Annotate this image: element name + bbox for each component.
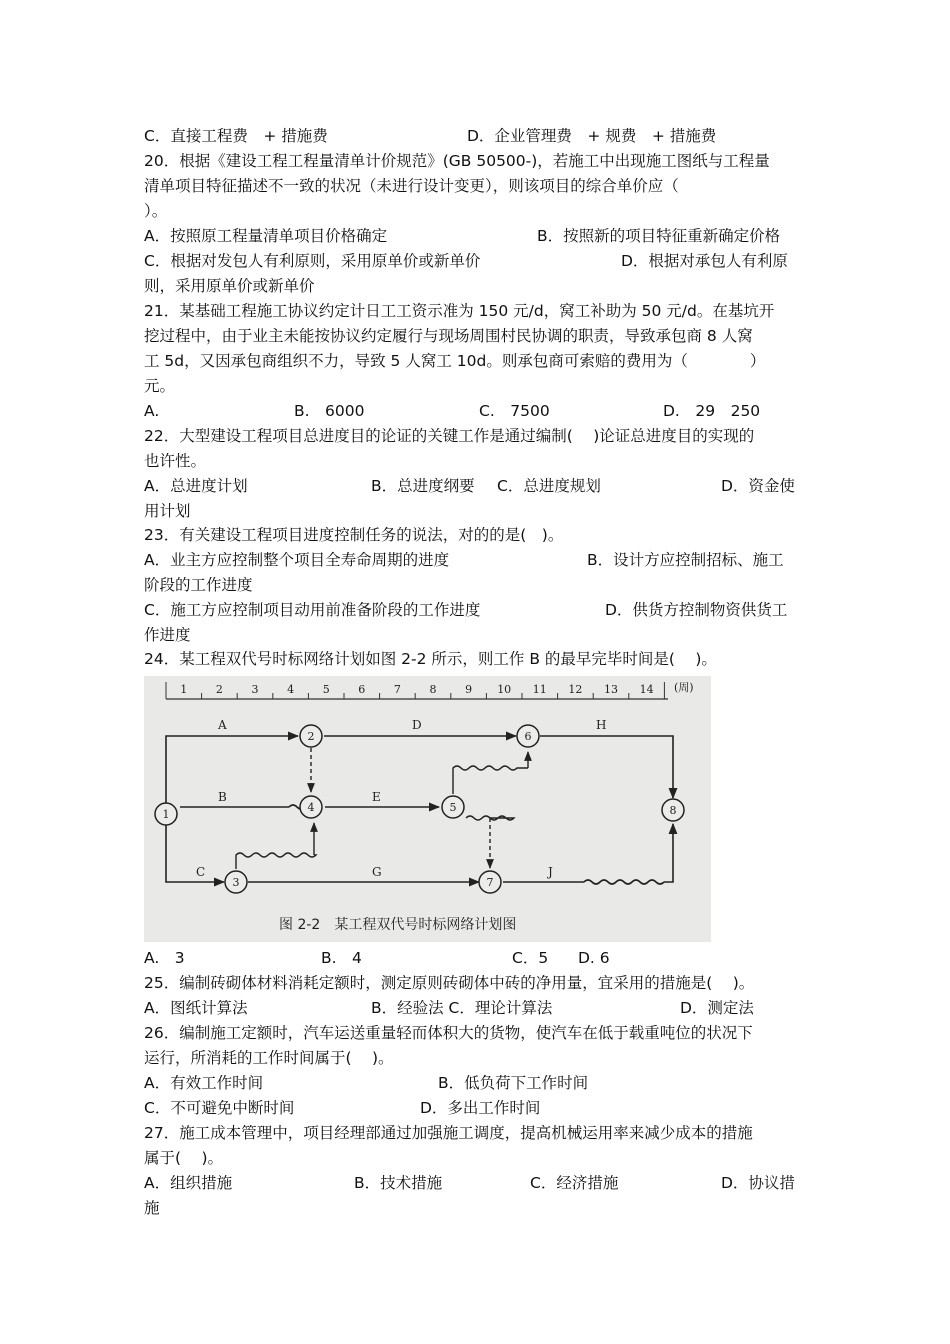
- q24-option-c: C．5: [512, 949, 549, 967]
- q26-stem-line2: 运行，所消耗的工作时间属于( )。: [144, 1049, 394, 1067]
- time-scale-label: 11: [532, 683, 547, 696]
- q22-option-b: B．总进度纲要: [371, 477, 475, 495]
- activity-label-b: B: [218, 790, 227, 804]
- q25-option-d: D．测定法: [680, 999, 754, 1017]
- network-plan-figure: [144, 676, 711, 942]
- node-label-3: 3: [232, 876, 240, 889]
- q27-stem-line1: 27．施工成本管理中，项目经理部通过加强施工调度，提高机械运用率来减少成本的措施: [144, 1124, 753, 1142]
- q22-option-d: D．资金使: [721, 477, 795, 495]
- network-plan-diagram: [144, 676, 711, 942]
- node-label-8: 8: [669, 804, 677, 817]
- q23-stem-line1: 23．有关建设工程项目进度控制任务的说法，对的的是( )。: [144, 526, 564, 544]
- q27-option-b: B．技术措施: [354, 1174, 443, 1192]
- q27-option-a: A．组织措施: [144, 1174, 233, 1192]
- activity-h: [540, 736, 673, 798]
- q20-option-b: B．按照新的项目特征重新确定价格: [537, 227, 781, 245]
- q24-option-a: A. 3: [144, 949, 185, 967]
- time-scale-label: 14: [639, 683, 654, 696]
- q27-option-d: D．协议措: [721, 1174, 795, 1192]
- figure-caption: 图 2-2 某工程双代号时标网络计划图: [279, 917, 517, 933]
- node-label-5: 5: [449, 801, 457, 814]
- q27-option-d-cont: 施: [144, 1199, 160, 1217]
- q19-option-c: C．直接工程费 + 措施费: [144, 127, 328, 145]
- q21-option-b: B. 6000: [294, 402, 365, 420]
- q26-option-a: A．有效工作时间: [144, 1074, 264, 1092]
- time-scale: [166, 681, 694, 699]
- time-scale-label: 8: [429, 683, 437, 696]
- activity-label-d: D: [412, 718, 422, 732]
- node-label-2: 2: [307, 730, 315, 743]
- activity-label-e: E: [372, 790, 381, 804]
- q20-option-c: C．根据对发包人有利原则，采用原单价或新单价: [144, 252, 481, 270]
- activity-label-h: H: [596, 718, 607, 732]
- wave-5-6: [453, 766, 528, 794]
- time-scale-label: 10: [497, 683, 512, 696]
- q21-stem-line4: 元。: [144, 377, 176, 395]
- q21-stem-line3: 工 5d，又因承包商组织不力，导致 5 人窝工 10d。则承包商可索赔的费用为（ ）: [144, 352, 766, 370]
- activity-label-g: G: [372, 865, 382, 879]
- q23-option-a: A．业主方应控制整个项目全寿命周期的进度: [144, 551, 450, 569]
- node-label-4: 4: [307, 801, 315, 814]
- activity-a: [166, 736, 298, 814]
- time-scale-label: 7: [393, 683, 401, 696]
- q26-option-c: C．不可避免中断时间: [144, 1099, 295, 1117]
- q23-option-b: B．设计方应控制招标、施工: [587, 551, 784, 569]
- q20-stem-line2: 清单项目特征描述不一致的状况（未进行设计变更），则该项目的综合单价应（: [144, 177, 679, 195]
- q25-option-b-c: B．经验法 C．理论计算法: [371, 999, 553, 1017]
- q22-stem-line2: 也许性。: [144, 452, 207, 470]
- time-scale-label: 5: [322, 683, 330, 696]
- q23-option-d-cont: 作进度: [144, 626, 191, 644]
- activity-label-c: C: [196, 865, 206, 879]
- node-label-1: 1: [162, 808, 170, 821]
- time-scale-label: 3: [251, 683, 259, 696]
- wave-3-4: [236, 853, 316, 869]
- q25-stem-line1: 25．编制砖砌体材料消耗定额时，测定原则砖砌体中砖的净用量，宜采用的措施是( )。: [144, 974, 755, 992]
- q22-option-d-cont: 用计划: [144, 502, 191, 520]
- activity-j-wave: [584, 880, 664, 884]
- q20-option-d: D．根据对承包人有利原: [621, 252, 788, 270]
- q24-option-b: B. 4: [321, 949, 362, 967]
- activity-label-j: J: [548, 865, 553, 879]
- q20-option-d-cont: 则，采用原单价或新单价: [144, 277, 315, 295]
- q23-option-d: D．供货方控制物资供货工: [605, 601, 788, 619]
- time-scale-label: 6: [358, 683, 366, 696]
- time-scale-label: 12: [568, 683, 583, 696]
- q26-option-b: B．低负荷下工作时间: [438, 1074, 589, 1092]
- time-scale-unit: (周): [674, 681, 694, 694]
- time-scale-label: 2: [215, 683, 223, 696]
- time-scale-label: 13: [604, 683, 618, 696]
- q21-stem-line2: 挖过程中，由于业主未能按协议约定履行与现场周围村民协调的职责，导致承包商 8 人窝: [144, 327, 753, 345]
- q26-stem-line1: 26．编制施工定额时，汽车运送重量轻而体积大的货物，使汽车在低于载重吨位的状况下: [144, 1024, 753, 1042]
- q20-stem-line3: ）。: [144, 202, 168, 220]
- q22-option-c: C．总进度规划: [497, 477, 601, 495]
- q24-option-d: D. 6: [578, 949, 610, 967]
- q20-stem-line1: 20．根据《建设工程工程量清单计价规范》(GB 50500-)，若施工中出现施工图纸与工程量: [144, 152, 770, 170]
- q23-option-c: C．施工方应控制项目动用前准备阶段的工作进度: [144, 601, 481, 619]
- q21-option-a: A.: [144, 402, 160, 420]
- time-scale-label: 9: [465, 683, 473, 696]
- q21-option-d: D. 29 250: [663, 402, 761, 420]
- q21-stem-line1: 21．某基础工程施工协议约定计日工工资示准为 150 元/d，窝工补助为 50 元/d。在基坑开: [144, 302, 775, 320]
- time-scale-label: 4: [287, 683, 295, 696]
- time-scale-label: 1: [180, 683, 188, 696]
- node-label-6: 6: [524, 730, 532, 743]
- q25-option-a: A．图纸计算法: [144, 999, 248, 1017]
- q21-option-c: C. 7500: [479, 402, 550, 420]
- q20-option-a: A．按照原工程量清单项目价格确定: [144, 227, 388, 245]
- q27-option-c: C．经济措施: [530, 1174, 619, 1192]
- q24-stem-line1: 24．某工程双代号时标网络计划如图 2-2 所示，则工作 B 的最早完毕时间是( )。: [144, 650, 717, 668]
- activity-c: [166, 814, 224, 882]
- q27-stem-line2: 属于( )。: [144, 1149, 224, 1167]
- q22-stem-line1: 22．大型建设工程项目总进度目的论证的关键工作是通过编制( )论证总进度目的实现的: [144, 427, 755, 445]
- activity-label-a: A: [218, 718, 227, 732]
- q19-option-d: D．企业管理费 + 规费 + 措施费: [467, 127, 717, 145]
- node-label-7: 7: [486, 876, 494, 889]
- q23-option-b-cont: 阶段的工作进度: [144, 576, 253, 594]
- q22-option-a: A．总进度计划: [144, 477, 248, 495]
- q26-option-d: D．多出工作时间: [420, 1099, 541, 1117]
